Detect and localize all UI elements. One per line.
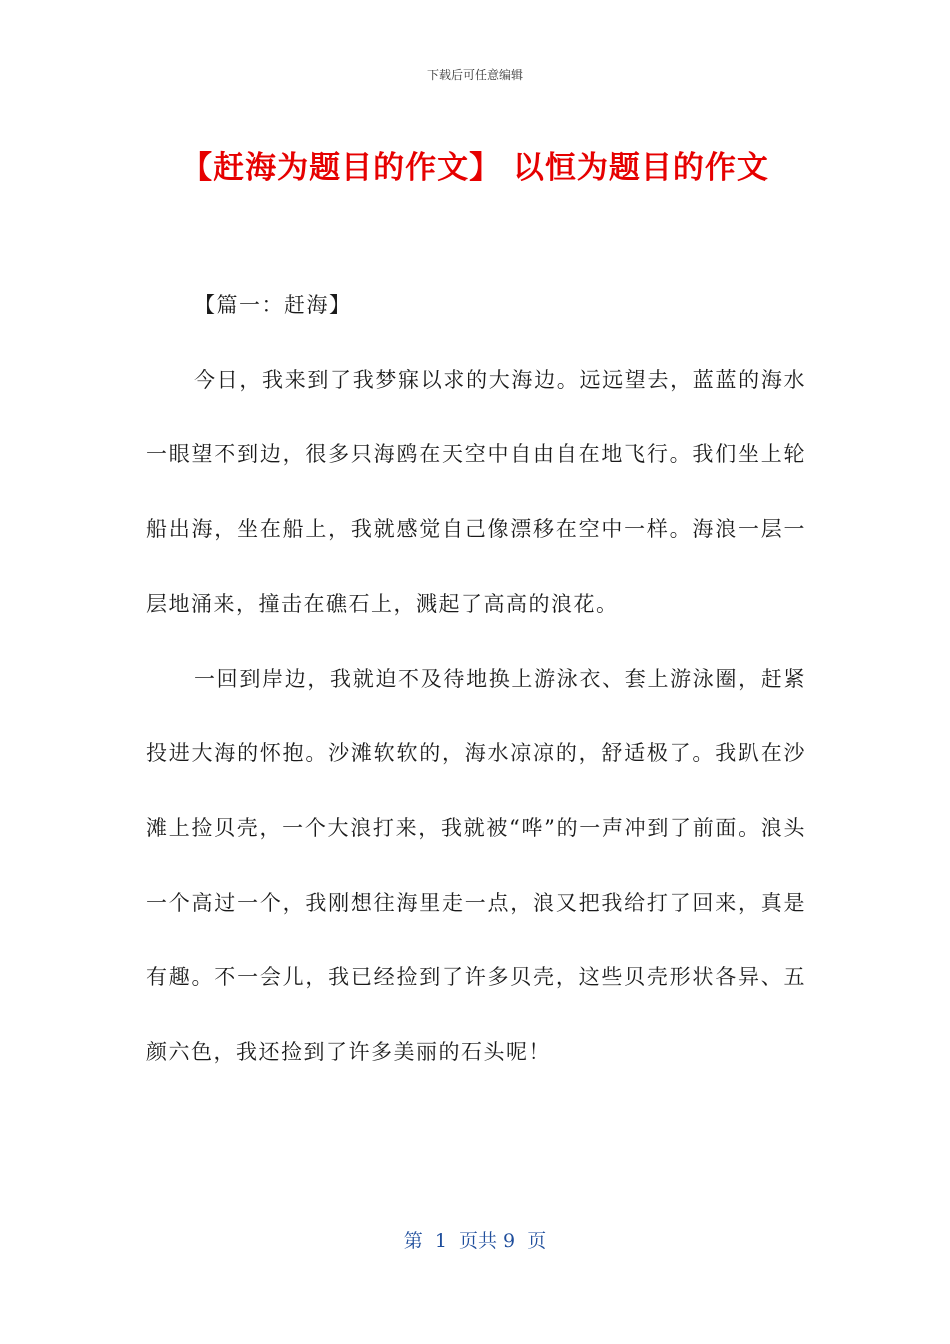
paragraph-2: 一回到岸边，我就迫不及待地换上游泳衣、套上游泳圈，赶紧投进大海的怀抱。沙滩软软的，海水凉凉的，舒适极了。我趴在沙滩上捡贝壳，一个大浪打来，我就被“哗”的一声冲到了前面。浪头一个高过一个，我刚想往海里走一点，浪又把我给打了回来，真是有趣。不一会儿，我已经捡到了许多贝壳，这些贝壳形状各异、五颜六色，我还捡到了许多美丽的石头呢！ bbox=[146, 666, 806, 1065]
section-heading: 【篇一：赶海】 bbox=[194, 293, 352, 317]
header-note: 下载后可任意编辑 bbox=[426, 68, 523, 82]
page-number-footer: 第 1 页共 9 页 bbox=[403, 1230, 547, 1252]
document-title: 【赶海为题目的作文】 以恒为题目的作文 bbox=[181, 150, 769, 186]
document-body bbox=[146, 268, 806, 1090]
paragraph-1: 今日，我来到了我梦寐以求的大海边。远远望去，蓝蓝的海水一眼望不到边，很多只海鸥在天空中自由自在地飞行。我们坐上轮船出海，坐在船上，我就感觉自己像漂移在空中一样。海浪一层一层地涌来，撞击在礁石上，溅起了高高的浪花。 bbox=[146, 367, 806, 616]
